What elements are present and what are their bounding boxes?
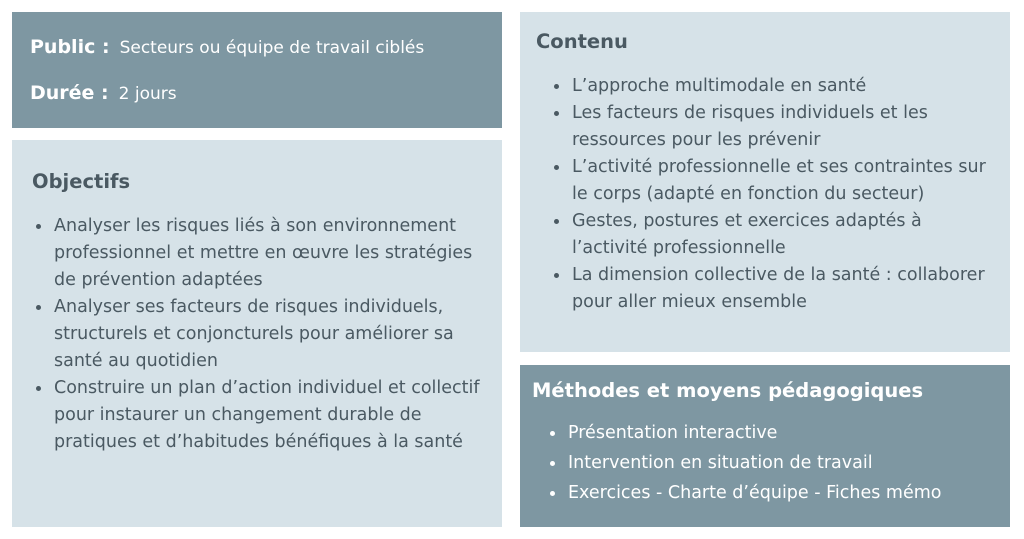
objectifs-list — [32, 213, 488, 456]
public-row — [30, 36, 484, 82]
objectifs-panel — [12, 140, 502, 527]
contenu-item: La dimension collective de la santé : collaborer pour aller mieux ensemble — [536, 262, 996, 316]
objectif-item: Construire un plan d’action individuel et collectif pour instaurer un changement durable de pratiques et d’habitudes bénéfiques à la santé — [32, 375, 488, 456]
duree-label: Durée : — [30, 82, 109, 104]
contenu-item: L’activité professionnelle et ses contraintes sur le corps (adapté en fonction du secteur) — [536, 154, 996, 208]
contenu-item: L’approche multimodale en santé — [536, 73, 996, 100]
methodes-list — [532, 418, 996, 508]
public-label: Public : — [30, 36, 110, 58]
methode-item: Exercices - Charte d’équipe - Fiches mémo — [532, 478, 996, 508]
objectif-item: Analyser ses facteurs de risques individuels, structurels et conjoncturels pour améliorer sa santé au quotidien — [32, 294, 488, 375]
methodes-title: Méthodes et moyens pédagogiques — [532, 379, 924, 402]
methode-item: Intervention en situation de travail — [532, 448, 996, 478]
info-panel — [12, 12, 502, 128]
objectif-item: Analyser les risques liés à son environnement professionnel et mettre en œuvre les stratégies de prévention adaptées — [32, 213, 488, 294]
contenu-item: Gestes, postures et exercices adaptés à l’activité professionnelle — [536, 208, 996, 262]
public-value: Secteurs ou équipe de travail ciblés — [119, 38, 425, 58]
contenu-list — [536, 73, 996, 316]
contenu-panel — [520, 12, 1010, 352]
contenu-item: Les facteurs de risques individuels et les ressources pour les prévenir — [536, 100, 996, 154]
objectifs-title: Objectifs — [32, 170, 131, 193]
duree-row — [30, 82, 484, 128]
methode-item: Présentation interactive — [532, 418, 996, 448]
contenu-title: Contenu — [536, 30, 628, 53]
duree-value: 2 jours — [118, 84, 177, 104]
methodes-panel — [520, 365, 1010, 527]
